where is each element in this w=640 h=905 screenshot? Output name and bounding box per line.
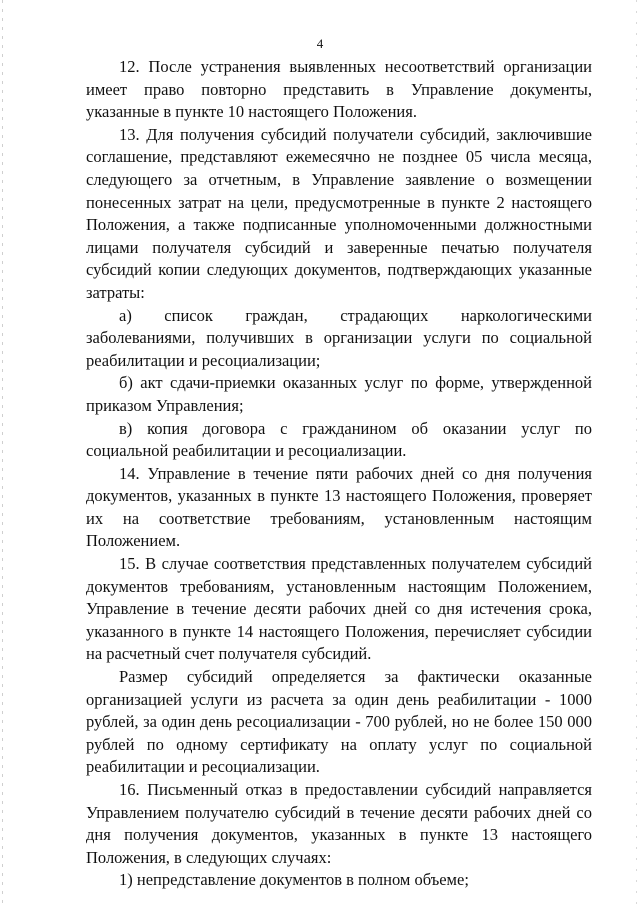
paragraph-15: 15. В случае соответствия представленных получателем субсидий документов требованиям, установленным настоящим Положением, Управление в течение десяти рабочих дней со дня истечения срока, указанного в пункте 14 настоящего Положения, перечисляет субсидии на расчетный счет получателя субсидий. [86,554,592,664]
paragraph-13-item-a: а) список граждан, страдающих наркологическими заболеваниями, получивших в организации услуги по социальной реабилитации и ресоциализации; [86,305,592,370]
paragraph-14: 14. Управление в течение пяти рабочих дней со дня получения документов, указанных в пункте 13 настоящего Положения, проверяет их на соответствие требованиям, установленным настоящим Положением. [86,463,592,551]
paragraph-13: 13. Для получения субсидий получатели субсидий, заключившие соглашение, представляют ежемесячно не позднее 05 числа месяца, следующего за отчетным, в Управление заявление о возмещении понесенных затрат на цели, предусмотренные в пункте 2 настоящего Положения, а также подписанные уполномоченными должностными лицами получателя субсидий и заверенные печатью получателя субсидий копии следующих документов, подтверждающих указанные затраты: [86,124,592,302]
document-body [86,56,592,892]
scan-edge-left [2,0,3,905]
page-number: 4 [316,36,324,51]
paragraph-15-subsidy-amount: Размер субсидий определяется за фактически оказанные организацией услуги из расчета за один день реабилитации - 1000 рублей, за один день ресоциализации - 700 рублей, но не более 150 000 рублей по одному сертификату на оплату услуг по социальной реабилитации и ресоциализации. [86,667,592,777]
paragraph-13-item-c: в) копия договора с гражданином об оказании услуг по социальной реабилитации и ресоциализации. [86,418,592,461]
scan-edge-right [636,0,637,905]
paragraph-16: 16. Письменный отказ в предоставлении субсидий направляется Управлением получателю субсидий в течение десяти рабочих дней со дня получения документов, указанных в пункте 13 настоящего Положения, в следующих случаях: [86,780,592,867]
paragraph-16-item-1: 1) непредставление документов в полном объеме; [119,870,469,890]
paragraph-12: 12. После устранения выявленных несоответствий организации имеет право повторно представить в Управление документы, указанные в пункте 10 настоящего Положения. [86,57,592,122]
paragraph-13-item-b: б) акт сдачи-приемки оказанных услуг по форме, утвержденной приказом Управления; [86,373,592,415]
